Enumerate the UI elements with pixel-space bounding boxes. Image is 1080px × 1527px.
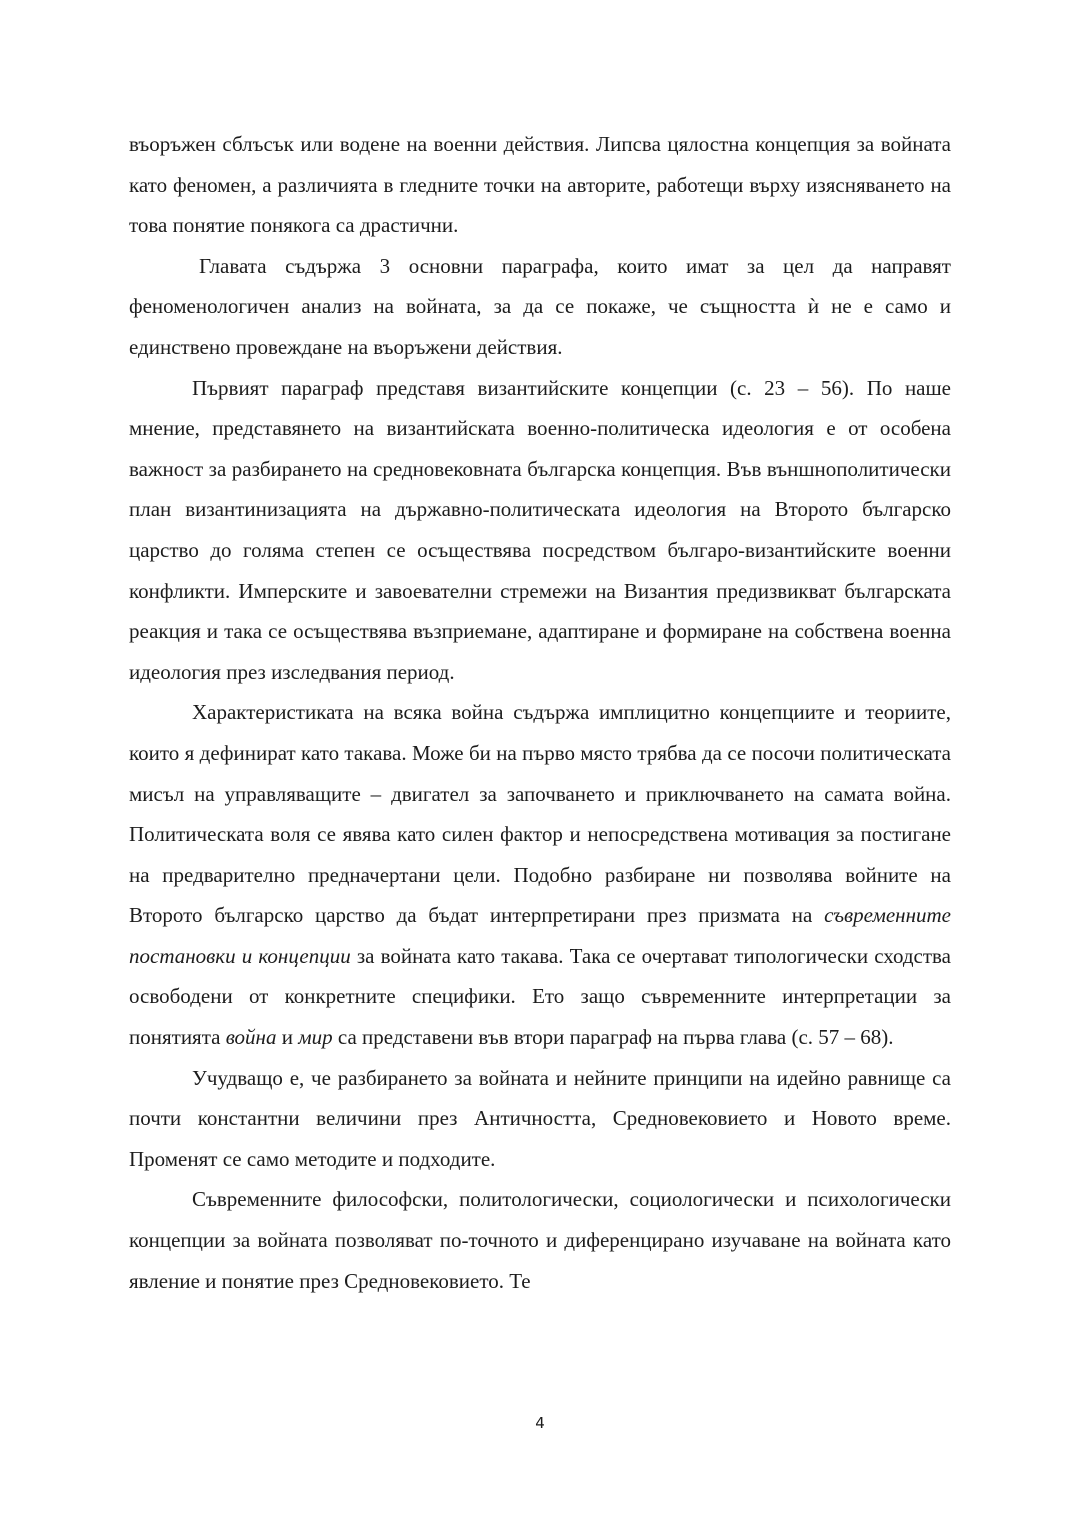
italic-segment: война [225, 1025, 277, 1050]
paragraph-continuation [129, 124, 951, 246]
paragraph-modern-concepts [129, 1179, 951, 1301]
paragraph-chapter-structure [129, 246, 951, 368]
text-segment: Главата съдържа 3 основни параграфа, които имат за цел да направят феноменологичен анализ на войната, за да се покаже, че същността ѝ не е само и единствено провеждане на въоръжени действия. [129, 253, 951, 359]
text-segment: са представени във втори параграф на първа глава (с. 57 – 68). [332, 1025, 894, 1050]
paragraph-byzantine-concepts [129, 368, 951, 693]
text-segment: за войната като такава. Така се очертават типологически сходства освободени от конкретните специфики. Ето защо съвременните интерпретации за понятията [129, 943, 951, 1050]
text-segment: Характеристиката на всяка война съдържа имплицитно концепциите и теориите, които я дефинират като такава. Може би на първо място трябва да се посочи политическата мисъл на управляващите – двигател за започването и приключването на самата война. Политическата воля се явява като силен фактор и непосредствена мотивация за постигане на предварително предначертани цели. Подобно разбиране ни позволява войните на Второто българско царство да бъдат интерпретирани през призмата на [129, 700, 951, 928]
text-segment: Учудващо е, че разбирането за войната и нейните принципи на идейно равнище са почти константни величини през Античността, Средновековието и Новото време. Променят се само методите и подходите. [129, 1065, 951, 1171]
text-segment: и [276, 1025, 299, 1050]
paragraph-war-characteristics [129, 692, 951, 1057]
italic-segment: съвременните постановки и концепции [129, 903, 951, 968]
text-segment: Първият параграф представя византийските концепции (с. 23 – 56). По наше мнение, представянето на византийската военно-политическа идеология е от особена важност за разбирането на средновековната българска концепция. Във външнополитически план византинизацията на държавно-политическата идеология на Второто българско царство до голяма степен се осъществява посредством българо-византийските военни конфликти. Имперските и завоевателни стремежи на Византия предизвикват българската реакция и така се осъществява възприемане, адаптиране и формиране на собствена военна идеология през изследвания период. [129, 375, 951, 684]
text-segment: Съвременните философски, политологически, социологически и психологически концепции за войната позволяват по-точното и диференцирано изучаване на войната като явление и понятие през Средновековието. Те [129, 1187, 951, 1293]
text-segment: въоръжен сблъсък или водене на военни действия. Липсва цялостна концепция за войната като феномен, а различията в гледните точки на авторите, работещи върху изясняването на това понятие понякога са драстични. [129, 132, 951, 238]
paragraph-constant-principles [129, 1058, 951, 1180]
italic-segment: мир [298, 1025, 333, 1050]
page-number: 4 [535, 1414, 545, 1432]
body-text [129, 124, 951, 1301]
